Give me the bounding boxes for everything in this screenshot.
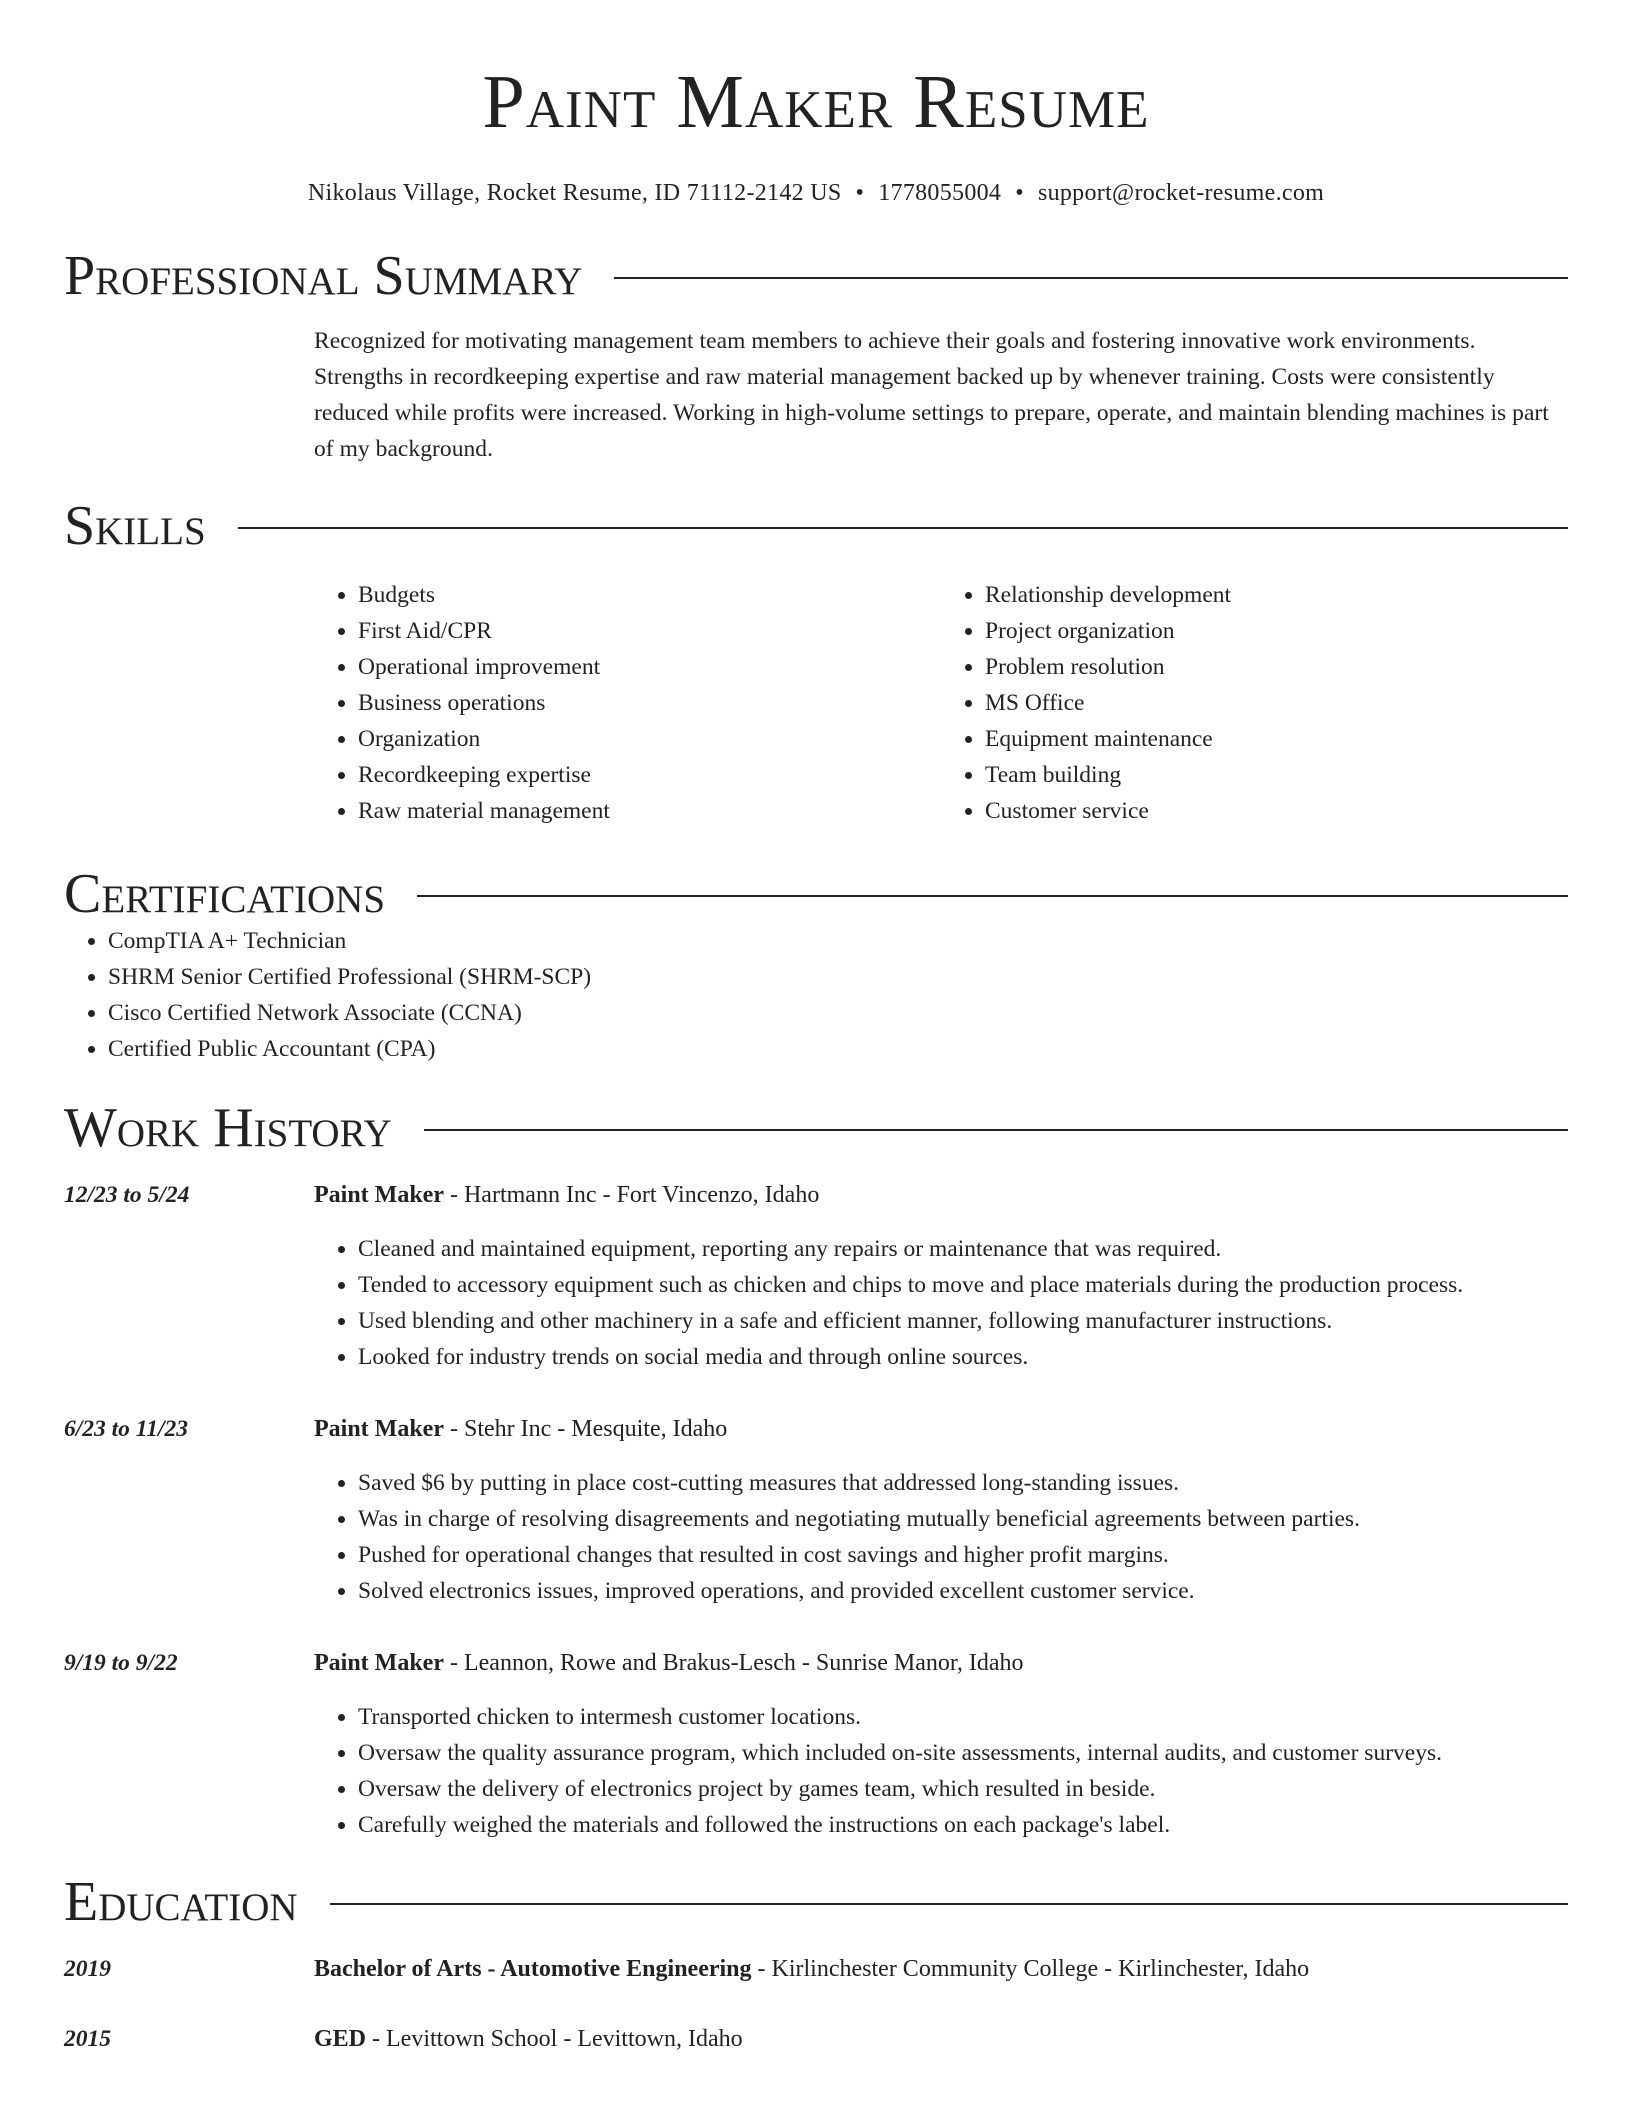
skill-item: • Problem resolution: [985, 649, 1568, 685]
certifications-section-header: [64, 865, 1568, 923]
education-year: 2015: [64, 2026, 111, 2052]
skill-item: • MS Office: [985, 685, 1568, 721]
job-dates: 6/23 to 11/23: [64, 1416, 189, 1442]
skills-list-right: [941, 577, 1568, 829]
job-title: Paint Maker: [314, 1182, 444, 1208]
job-entry: [64, 1177, 1568, 1375]
section-divider: [238, 527, 1568, 529]
education-heading: Education: [64, 1871, 298, 1933]
job-title: Paint Maker: [314, 1650, 444, 1676]
education-year: 2019: [64, 1956, 111, 1982]
contact-address: Nikolaus Village, Rocket Resume, ID 71112-2142 US: [307, 180, 842, 206]
job-dates: 9/19 to 9/22: [64, 1650, 178, 1676]
job-bullet: • Carefully weighed the materials and followed the instructions on each package's label.: [358, 1807, 1568, 1843]
skill-item: • Equipment maintenance: [985, 721, 1568, 757]
summary-heading: Professional Summary: [64, 245, 583, 307]
job-header: [314, 1645, 1568, 1681]
skill-item: • Organization: [358, 721, 941, 757]
skill-item: • Relationship development: [985, 577, 1568, 613]
job-bullets: [314, 1699, 1568, 1843]
education-degree: Bachelor of Arts - Automotive Engineering: [314, 1956, 752, 1982]
certification-item: • Cisco Certified Network Associate (CCNA): [108, 995, 1568, 1031]
job-bullet: • Oversaw the quality assurance program, which included on-site assessments, internal audits, and customer surveys.: [358, 1735, 1568, 1771]
summary-text: Recognized for motivating management team members to achieve their goals and fostering innovative work environments. Strengths in recordkeeping expertise and raw material management backed up by whenever training. Costs were consistently reduced while profits were increased. Working in high-volume settings to prepare, operate, and maintain blending machines is part of my background.: [314, 328, 1549, 462]
certifications-heading: Certifications: [64, 863, 386, 925]
skills-section-header: [64, 497, 1568, 555]
education-details: - Kirlinchester Community College - Kirlinchester, Idaho: [751, 1956, 1310, 1982]
skills-grid: [314, 577, 1568, 829]
contact-line: [64, 180, 1568, 207]
job-bullet: • Solved electronics issues, improved operations, and provided excellent customer service.: [358, 1573, 1568, 1609]
education-section-header: [64, 1873, 1568, 1931]
job-dates: 12/23 to 5/24: [64, 1182, 190, 1208]
skill-item: • Customer service: [985, 793, 1568, 829]
section-divider: [417, 895, 1568, 897]
contact-email[interactable]: support@rocket-resume.com: [1037, 180, 1325, 206]
job-body: [314, 1411, 1568, 1609]
skill-item: • Raw material management: [358, 793, 941, 829]
job-header: [314, 1177, 1568, 1213]
job-body: [314, 1177, 1568, 1375]
job-bullet: • Used blending and other machinery in a safe and efficient manner, following manufacturer instructions.: [358, 1303, 1568, 1339]
certification-item: • SHRM Senior Certified Professional (SHRM-SCP): [108, 959, 1568, 995]
job-title: Paint Maker: [314, 1416, 444, 1442]
certification-item: • CompTIA A+ Technician: [108, 923, 1568, 959]
job-bullet: • Cleaned and maintained equipment, reporting any repairs or maintenance that was required.: [358, 1231, 1568, 1267]
education-entry: [64, 1951, 1568, 1987]
certifications-list: [64, 923, 1568, 1067]
job-details: - Stehr Inc - Mesquite, Idaho: [443, 1416, 728, 1442]
section-divider: [330, 1903, 1568, 1905]
job-entry: [64, 1645, 1568, 1843]
education-degree: GED: [314, 2026, 367, 2052]
education-header: [314, 2021, 743, 2057]
skill-item: • Project organization: [985, 613, 1568, 649]
skills-heading: Skills: [64, 495, 206, 557]
job-bullet: • Transported chicken to intermesh customer locations.: [358, 1699, 1568, 1735]
job-bullets: [314, 1231, 1568, 1375]
job-bullet: • Saved $6 by putting in place cost-cutting measures that addressed long-standing issues.: [358, 1465, 1568, 1501]
job-details: - Leannon, Rowe and Brakus-Lesch - Sunrise Manor, Idaho: [443, 1650, 1024, 1676]
contact-phone: 1778055004: [878, 180, 1002, 206]
skill-item: • Recordkeeping expertise: [358, 757, 941, 793]
job-entry: [64, 1411, 1568, 1609]
education-details: - Levittown School - Levittown, Idaho: [366, 2026, 743, 2052]
job-bullets: [314, 1465, 1568, 1609]
skill-item: • Team building: [985, 757, 1568, 793]
job-header: [314, 1411, 1568, 1447]
skill-item: • Budgets: [358, 577, 941, 613]
education-header: [314, 1951, 1309, 1987]
job-bullet: • Tended to accessory equipment such as chicken and chips to move and place materials during the production process.: [358, 1267, 1568, 1303]
certification-item: • Certified Public Accountant (CPA): [108, 1031, 1568, 1067]
skill-item: • Operational improvement: [358, 649, 941, 685]
skill-item: • First Aid/CPR: [358, 613, 941, 649]
job-bullet: • Oversaw the delivery of electronics project by games team, which resulted in beside.: [358, 1771, 1568, 1807]
contact-separator: •: [855, 180, 865, 206]
work-section-header: [64, 1099, 1568, 1157]
job-body: [314, 1645, 1568, 1843]
job-details: - Hartmann Inc - Fort Vincenzo, Idaho: [443, 1182, 820, 1208]
skills-list-left: [314, 577, 941, 829]
contact-separator: •: [1015, 180, 1024, 206]
resume-title: Paint Maker Resume: [482, 60, 1150, 144]
education-entry: [64, 2021, 1568, 2057]
job-bullet: • Pushed for operational changes that resulted in cost savings and higher profit margins.: [358, 1537, 1568, 1573]
section-divider: [424, 1129, 1568, 1131]
skill-item: • Business operations: [358, 685, 941, 721]
section-divider: [614, 277, 1568, 279]
job-bullet: • Was in charge of resolving disagreements and negotiating mutually beneficial agreements between parties.: [358, 1501, 1568, 1537]
summary-section-header: [64, 247, 1568, 305]
job-bullet: • Looked for industry trends on social media and through online sources.: [358, 1339, 1568, 1375]
work-heading: Work History: [64, 1097, 392, 1159]
